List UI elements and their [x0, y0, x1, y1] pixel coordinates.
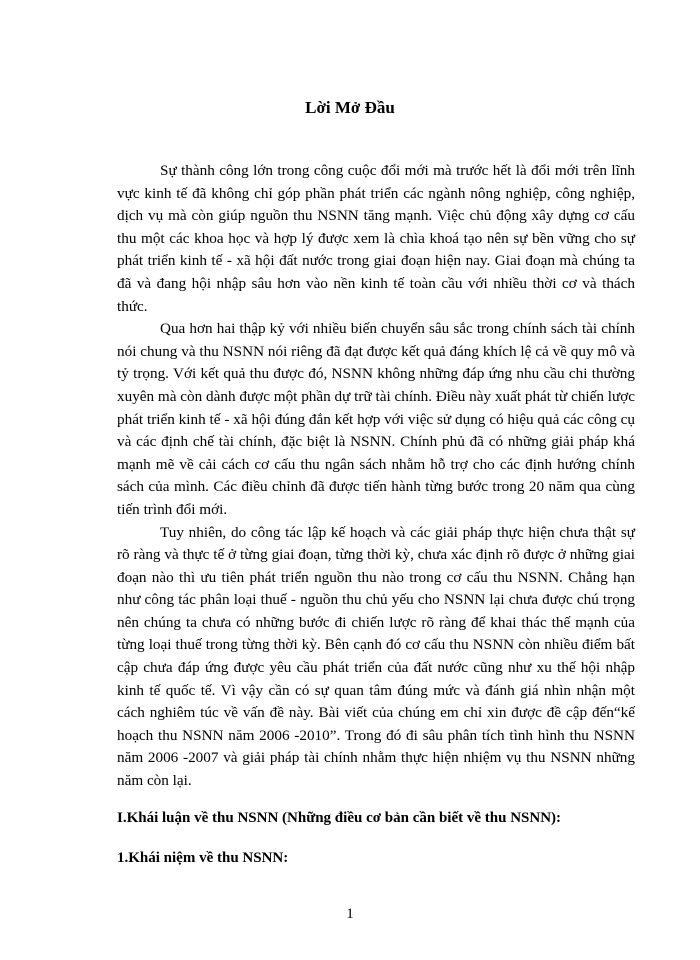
document-body	[117, 160, 635, 793]
paragraph-1: Sự thành công lớn trong công cuộc đổi mới mà trước hết là đổi mới trên lĩnh vực kinh tế đã không chỉ góp phần phát triển các ngành nông nghiệp, công nghiệp, dịch vụ mà còn giúp nguồn thu NSNN tăng mạnh. Việc chủ động xây dựng cơ cấu thu một các khoa học và hợp lý được xem là chìa khoá tạo nên sự bền vững cho sự phát triển kinh tế - xã hội đất nước trong giai đoạn hiện nay. Giai đoạn mà chúng ta đã và đang hội nhập sâu hơn vào nền kinh tế toàn cầu với nhiều thời cơ và thách thức.	[117, 162, 635, 315]
section-heading: I.Khái luận về thu NSNN (Những điều cơ bản cần biết về thu NSNN):	[117, 810, 562, 826]
paragraph-3: Tuy nhiên, do công tác lập kế hoạch và các giải pháp thực hiện chưa thật sự rõ ràng và thực tế ở từng giai đoạn, từng thời kỳ, chưa xác định rõ được ở những giai đoạn nào thì ưu tiên phát triển nguồn thu nào trong cơ cấu thu NSNN. Chẳng hạn như công tác phân loại thuế - nguồn thu chủ yếu cho NSNN lại chưa được chú trọng nên chúng ta chưa có những bước đi chiến lược rõ ràng để khai thác thế mạnh của từng loại thuế trong từng thời kỳ. Bên cạnh đó cơ cấu thu NSNN còn nhiều điểm bất cập chưa đáp ứng được yêu cầu phát triển của đất nước cũng như xu thế hội nhập kinh tế quốc tế. Vì vậy cần có sự quan tâm đúng mức và đánh giá nhìn nhận một cách nghiêm túc về vấn đề này. Bài viết của chúng em chỉ xin được đề cập đến“kế hoạch thu NSNN năm 2006 -2010”. Trong đó đi sâu phân tích tình hình thu NSNN năm 2006 -2007 và giải pháp tài chính nhằm thực hiện nhiệm vụ thu NSNN những năm còn lại.	[117, 523, 635, 790]
page-number: 1	[346, 906, 354, 922]
document-title: Lời Mở Đầu	[305, 98, 395, 117]
subsection-heading: 1.Khái niệm về thu NSNN:	[117, 850, 289, 866]
paragraph-2: Qua hơn hai thập kỷ với nhiều biến chuyển sâu sắc trong chính sách tài chính nói chung và thu NSNN nói riêng đã đạt được kết quả đáng khích lệ cả về quy mô và tỷ trọng. Với kết quả thu được đó, NSNN không những đáp ứng nhu cầu chi thường xuyên mà còn dành được một phần dự trữ tài chính. Điều này xuất phát từ chiến lược phát triển kinh tế - xã hội đúng đắn kết hợp với việc sử dụng có hiệu quả các công cụ và các định chế tài chính, đặc biệt là NSNN. Chính phủ đã có những giải pháp khá mạnh mẽ về cải cách cơ cấu thu ngân sách nhằm hỗ trợ cho các định hướng chính sách của mình. Các điều chỉnh đã được tiến hành từng bước trong 20 năm qua cùng tiến trình đổi mới.	[117, 320, 635, 518]
